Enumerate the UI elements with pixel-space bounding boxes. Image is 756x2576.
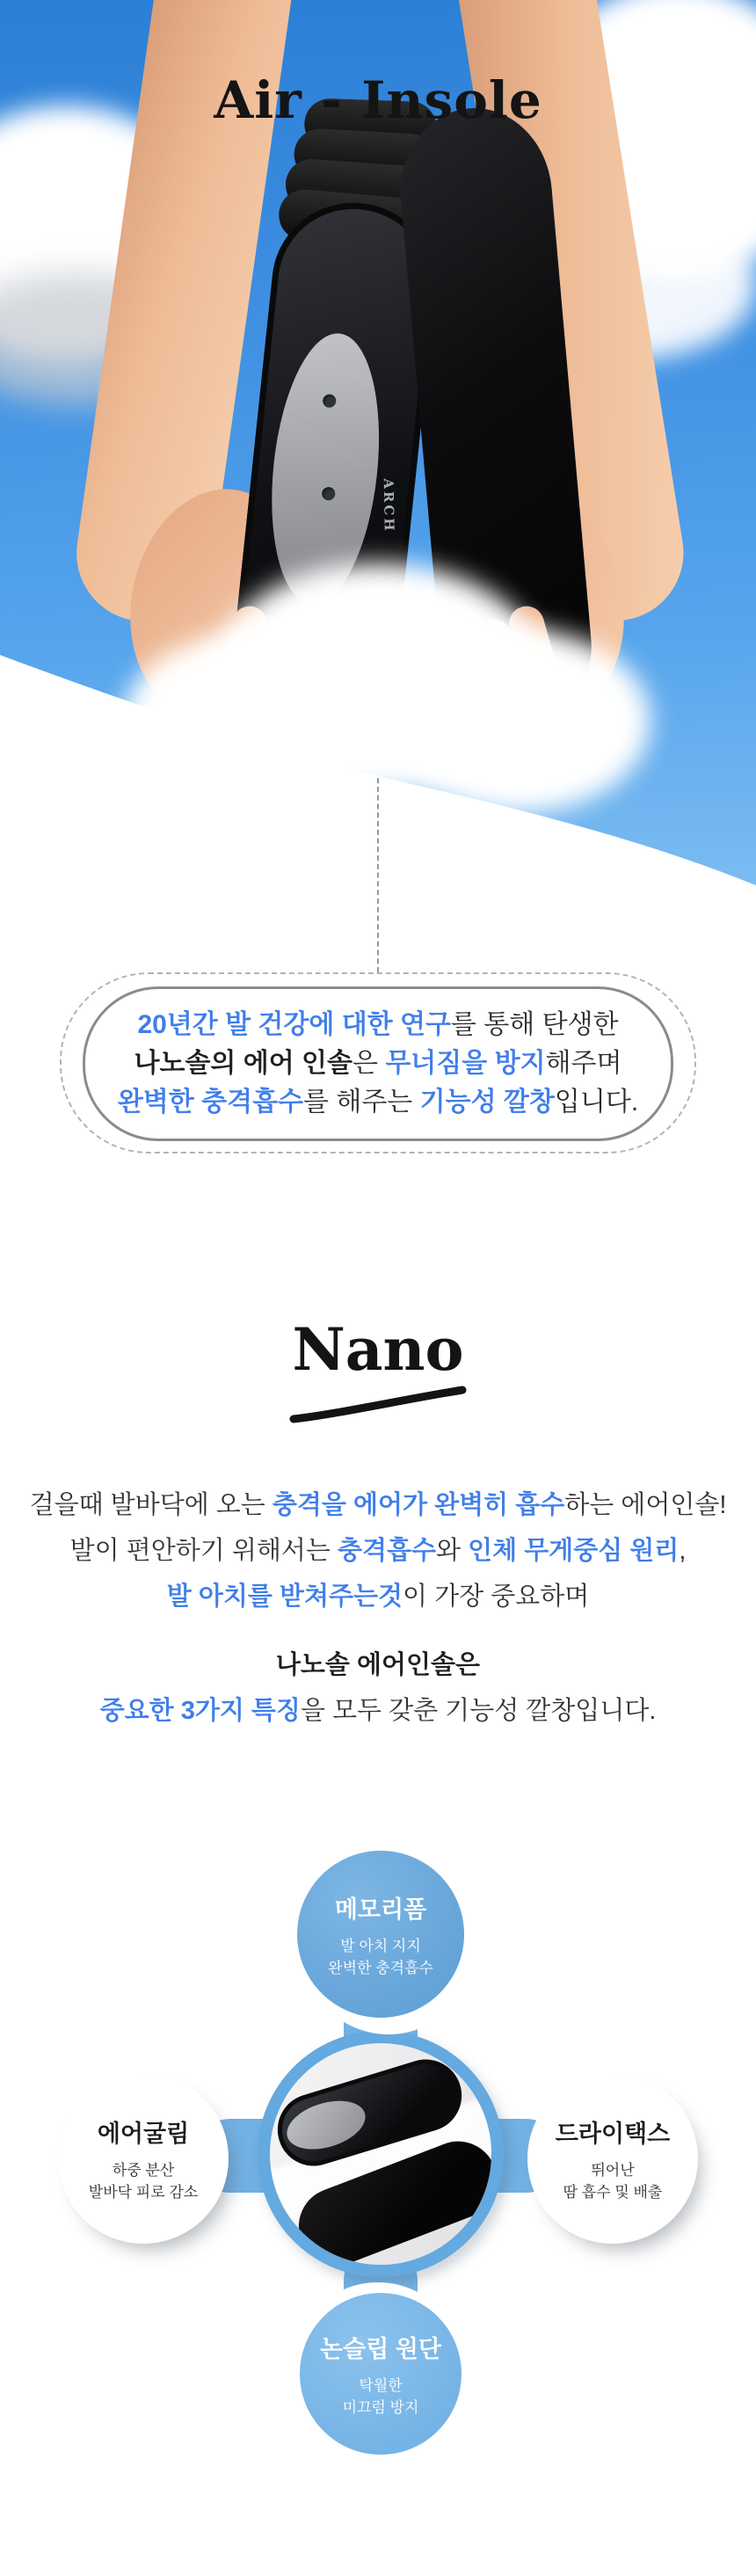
f-l1-pre: 걸을때 발바닥에 오는: [29, 1491, 273, 1519]
feature-sub-line: 완벽한 충격흡수: [328, 1959, 433, 1976]
feature-sub: [563, 2159, 663, 2203]
feature-circle-aircushion: [64, 2079, 222, 2238]
f-l2-pre: 발이 편안하기 위해서는: [69, 1537, 338, 1565]
feature-title: 드라이택스: [555, 2120, 671, 2147]
intro-l3-highlight1: 완벽한 충격흡수: [117, 1088, 304, 1117]
f-l3-highlight: 발 아치를 받쳐주는것: [166, 1583, 403, 1611]
f-l2-highlight2: 인체 무게중심 원리: [468, 1537, 680, 1565]
f-l2-post: ,: [679, 1537, 687, 1565]
f-l2-highlight1: 충격흡수: [337, 1537, 436, 1565]
feature-line-4: 나노솔 에어인솔은: [275, 1651, 481, 1679]
f-l5-post: 을 모두 갖춘 기능성 깔창입니다.: [300, 1697, 657, 1725]
feature-title: 메모리폼: [334, 1896, 427, 1923]
vertical-dashed-line: [377, 778, 379, 972]
feature-sub: [343, 2375, 419, 2419]
brand-logo-swoosh: [288, 1386, 468, 1424]
f-l3-post: 이 가장 중요하며: [403, 1583, 590, 1611]
feature-summary-paragraph: [0, 1642, 756, 1734]
insole-rivet: [323, 394, 337, 408]
intro-line-1: [137, 1006, 618, 1044]
hero-photo: [0, 0, 756, 892]
feature-sub-line: 미끄럼 방지: [342, 2398, 419, 2416]
brand-logo: Nano: [292, 1315, 464, 1384]
f-l1-post: 하는 에어인솔!: [564, 1491, 727, 1519]
feature-sub-line: 발 아치 지지: [340, 1937, 421, 1954]
feature-sub-line: 뛰어난: [591, 2161, 635, 2179]
intro-l3-rest: 입니다.: [554, 1088, 639, 1117]
intro-l3-mid: 를 해주는: [303, 1088, 420, 1117]
intro-l3-highlight2: 기능성 깔창: [419, 1088, 555, 1117]
feature-circle-memoryfoam: [297, 1851, 464, 2018]
feature-line-1: [0, 1482, 756, 1528]
intro-l2-brand: 나노솔의 에어 인솔: [134, 1049, 353, 1078]
intro-line-2: [134, 1044, 622, 1083]
feature-line-2: [0, 1528, 756, 1574]
feature-sub: [328, 1935, 433, 1979]
photo-heel-cup: [281, 2092, 372, 2158]
feature-sub-line: 땀 흡수 및 배출: [563, 2183, 663, 2201]
intro-box: [83, 986, 673, 1141]
intro-l2-mid: 은: [353, 1049, 386, 1078]
intro-l2-highlight: 무너짐을 방지: [385, 1049, 546, 1078]
intro-line-3: [118, 1083, 638, 1122]
intro-l1-rest: 를 통해 탄생한: [450, 1010, 619, 1039]
feature-title: 논슬립 원단: [320, 2335, 441, 2362]
intro-l2-rest: 해주며: [545, 1049, 622, 1078]
feature-diagram: [0, 1829, 756, 2497]
feature-circle-drytex: [534, 2079, 692, 2238]
f-l1-highlight: 충격을 에어가 완벽히 흡수: [272, 1491, 565, 1519]
hero-title: Air - Insole: [214, 70, 542, 130]
feature-circle-nonslip: [300, 2293, 462, 2455]
center-product-photo: [270, 2043, 491, 2265]
feature-sub-line: 발바닥 피로 감소: [88, 2183, 199, 2201]
feature-line-3: [0, 1574, 756, 1619]
feature-title: 에어굴림: [97, 2120, 190, 2147]
feature-intro-paragraph: [0, 1482, 756, 1619]
feature-sub-line: 탁월한: [359, 2376, 403, 2394]
feature-sub-line: 하중 분산: [112, 2161, 175, 2179]
feature-sub: [89, 2159, 198, 2203]
f-l2-mid: 와: [436, 1537, 469, 1565]
feature-line-5: [0, 1688, 756, 1734]
intro-l1-highlight: 20년간 발 건강에 대한 연구: [137, 1010, 451, 1039]
insole-rivet: [322, 486, 336, 500]
f-l5-highlight: 중요한 3가지 특징: [99, 1697, 301, 1725]
insole-arch-engraving: ARCH: [380, 478, 397, 534]
